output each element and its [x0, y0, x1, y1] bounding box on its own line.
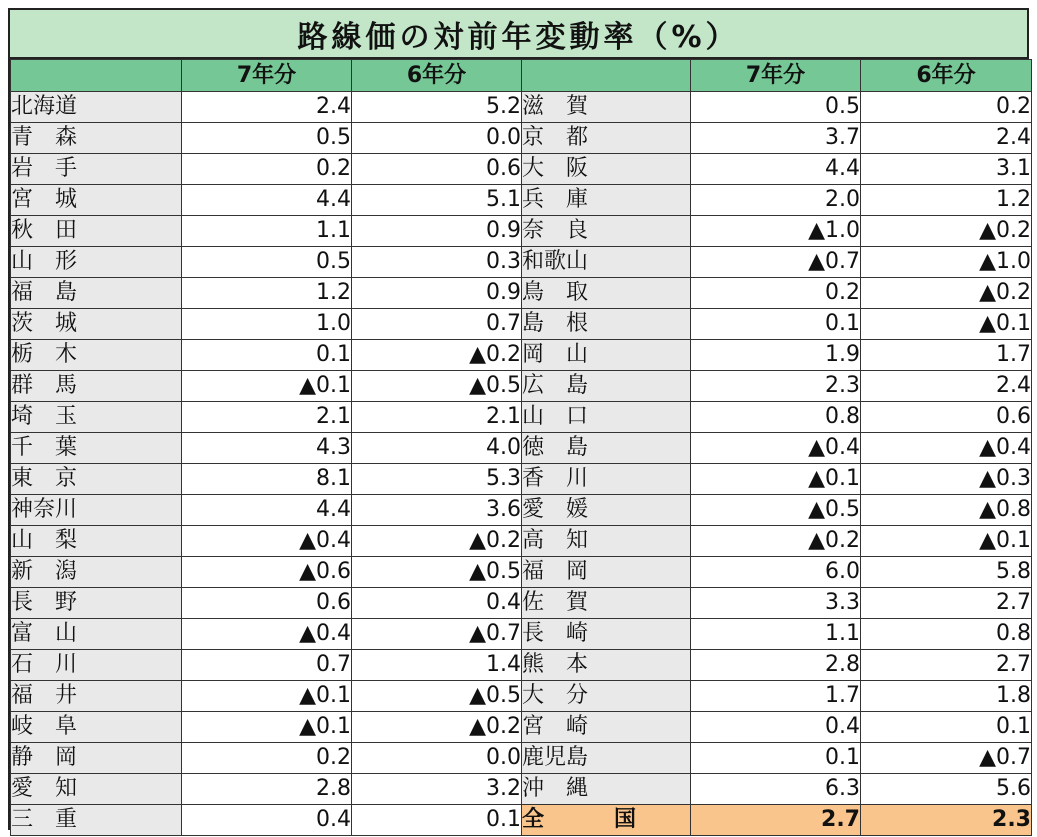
prefecture-name-left: 新 潟 [11, 557, 182, 588]
value-7nen-left: 0.4 [182, 805, 352, 836]
prefecture-name-left: 埼 玉 [11, 402, 182, 433]
value-6nen-left: 0.9 [352, 216, 522, 247]
table-row [11, 402, 1032, 433]
value-6nen-right: 3.1 [861, 154, 1032, 185]
value-7nen-left: 1.2 [182, 278, 352, 309]
value-7nen-left: ▲0.4 [182, 619, 352, 650]
value-6nen-left: 5.3 [352, 464, 522, 495]
prefecture-name-left: 福 島 [11, 278, 182, 309]
value-6nen-left: 3.6 [352, 495, 522, 526]
value-7nen-left: ▲0.1 [182, 681, 352, 712]
value-7nen-right: 0.8 [691, 402, 861, 433]
value-6nen-right: 2.4 [861, 371, 1032, 402]
prefecture-name-right: 大 分 [522, 681, 691, 712]
value-7nen-right: 3.3 [691, 588, 861, 619]
table-title: 路線価の対前年変動率（%） [10, 10, 1027, 59]
value-6nen-left: 5.1 [352, 185, 522, 216]
prefecture-name-left: 岩 手 [11, 154, 182, 185]
table-row [11, 588, 1032, 619]
table-row [11, 712, 1032, 743]
value-6nen-left: ▲0.2 [352, 526, 522, 557]
table-row [11, 340, 1032, 371]
value-6nen-right: 1.8 [861, 681, 1032, 712]
value-6nen-left: 4.0 [352, 433, 522, 464]
value-7nen-left: ▲0.4 [182, 526, 352, 557]
prefecture-name-left: 栃 木 [11, 340, 182, 371]
prefecture-name-left: 青 森 [11, 123, 182, 154]
value-6nen-right: 2.7 [861, 588, 1032, 619]
prefecture-name-left: 三 重 [11, 805, 182, 836]
value-6nen-left: ▲0.2 [352, 712, 522, 743]
value-6nen-right: 2.7 [861, 650, 1032, 681]
prefecture-name-left: 石 川 [11, 650, 182, 681]
table-row [11, 495, 1032, 526]
table-row [11, 774, 1032, 805]
prefecture-name-right: 福 岡 [522, 557, 691, 588]
value-6nen-left: 0.1 [352, 805, 522, 836]
table-row [11, 278, 1032, 309]
prefecture-name-left: 千 葉 [11, 433, 182, 464]
value-7nen-left: 2.1 [182, 402, 352, 433]
value-6nen-left: ▲0.5 [352, 371, 522, 402]
value-6nen-left: 0.4 [352, 588, 522, 619]
table-row [11, 92, 1032, 123]
value-7nen-left: 4.4 [182, 185, 352, 216]
header-blank-left [11, 60, 182, 92]
value-7nen-right: 1.1 [691, 619, 861, 650]
value-6nen-right: ▲0.3 [861, 464, 1032, 495]
value-7nen-left: 1.0 [182, 309, 352, 340]
value-7nen-left: 8.1 [182, 464, 352, 495]
table-row [11, 557, 1032, 588]
value-7nen-right: 2.8 [691, 650, 861, 681]
value-6nen-right: ▲1.0 [861, 247, 1032, 278]
prefecture-name-right: 広 島 [522, 371, 691, 402]
value-6nen-left: 0.0 [352, 123, 522, 154]
prefecture-name-right: 鹿児島 [522, 743, 691, 774]
prefecture-name-left: 東 京 [11, 464, 182, 495]
prefecture-name-right: 高 知 [522, 526, 691, 557]
prefecture-name-right: 熊 本 [522, 650, 691, 681]
value-7nen-right: 0.4 [691, 712, 861, 743]
value-7nen-right: 3.7 [691, 123, 861, 154]
prefecture-name-right: 兵 庫 [522, 185, 691, 216]
table-row [11, 805, 1032, 836]
national-total-label: 全 国 [522, 805, 691, 836]
value-7nen-left: 0.2 [182, 154, 352, 185]
table-row [11, 526, 1032, 557]
value-6nen-left: ▲0.5 [352, 557, 522, 588]
value-7nen-right: 0.5 [691, 92, 861, 123]
value-6nen-right: 0.1 [861, 712, 1032, 743]
prefecture-name-right: 長 崎 [522, 619, 691, 650]
value-7nen-left: 2.8 [182, 774, 352, 805]
value-6nen-right: ▲0.2 [861, 216, 1032, 247]
prefecture-name-left: 山 形 [11, 247, 182, 278]
prefecture-name-left: 山 梨 [11, 526, 182, 557]
prefecture-name-left: 宮 城 [11, 185, 182, 216]
rate-table-frame [8, 8, 1029, 830]
value-6nen-left: ▲0.2 [352, 340, 522, 371]
table-row [11, 433, 1032, 464]
value-6nen-left: 0.0 [352, 743, 522, 774]
prefecture-name-left: 長 野 [11, 588, 182, 619]
prefecture-name-right: 奈 良 [522, 216, 691, 247]
value-7nen-right: 2.0 [691, 185, 861, 216]
prefecture-name-left: 北海道 [11, 92, 182, 123]
prefecture-name-left: 富 山 [11, 619, 182, 650]
value-7nen-left: 0.6 [182, 588, 352, 619]
national-total-7nen: 2.7 [691, 805, 861, 836]
value-6nen-right: ▲0.1 [861, 309, 1032, 340]
value-7nen-left: 0.7 [182, 650, 352, 681]
table-row [11, 681, 1032, 712]
value-7nen-left: ▲0.1 [182, 712, 352, 743]
value-7nen-right: 0.1 [691, 309, 861, 340]
prefecture-name-left: 神奈川 [11, 495, 182, 526]
value-6nen-right: ▲0.8 [861, 495, 1032, 526]
prefecture-name-right: 岡 山 [522, 340, 691, 371]
prefecture-name-right: 京 都 [522, 123, 691, 154]
prefecture-name-left: 茨 城 [11, 309, 182, 340]
table-row [11, 743, 1032, 774]
value-6nen-right: 1.7 [861, 340, 1032, 371]
value-6nen-left: 0.7 [352, 309, 522, 340]
value-7nen-right: 2.3 [691, 371, 861, 402]
national-total-6nen: 2.3 [861, 805, 1032, 836]
value-7nen-left: ▲0.6 [182, 557, 352, 588]
value-7nen-right: ▲0.2 [691, 526, 861, 557]
header-right-6nen: 6年分 [861, 60, 1032, 92]
value-7nen-left: 0.1 [182, 340, 352, 371]
prefecture-name-right: 宮 崎 [522, 712, 691, 743]
value-7nen-right: ▲1.0 [691, 216, 861, 247]
table-row [11, 309, 1032, 340]
value-6nen-right: 0.6 [861, 402, 1032, 433]
prefecture-name-right: 山 口 [522, 402, 691, 433]
value-6nen-right: ▲0.1 [861, 526, 1032, 557]
value-7nen-right: 4.4 [691, 154, 861, 185]
prefecture-name-right: 大 阪 [522, 154, 691, 185]
value-6nen-right: ▲0.2 [861, 278, 1032, 309]
value-6nen-right: ▲0.4 [861, 433, 1032, 464]
value-6nen-left: 2.1 [352, 402, 522, 433]
table-row [11, 650, 1032, 681]
table-row [11, 247, 1032, 278]
header-right-7nen: 7年分 [691, 60, 861, 92]
value-7nen-left: 2.4 [182, 92, 352, 123]
prefecture-name-left: 福 井 [11, 681, 182, 712]
value-7nen-left: 4.3 [182, 433, 352, 464]
value-7nen-right: ▲0.5 [691, 495, 861, 526]
value-7nen-left: 0.2 [182, 743, 352, 774]
value-6nen-left: ▲0.5 [352, 681, 522, 712]
value-6nen-right: ▲0.7 [861, 743, 1032, 774]
value-7nen-right: ▲0.1 [691, 464, 861, 495]
prefecture-name-right: 沖 縄 [522, 774, 691, 805]
value-6nen-right: 2.4 [861, 123, 1032, 154]
rate-table [10, 59, 1032, 836]
value-6nen-right: 1.2 [861, 185, 1032, 216]
prefecture-name-right: 佐 賀 [522, 588, 691, 619]
value-7nen-right: 1.9 [691, 340, 861, 371]
table-row [11, 371, 1032, 402]
value-6nen-left: 5.2 [352, 92, 522, 123]
value-7nen-right: 6.0 [691, 557, 861, 588]
table-row [11, 154, 1032, 185]
table-row [11, 619, 1032, 650]
header-left-6nen: 6年分 [352, 60, 522, 92]
prefecture-name-left: 秋 田 [11, 216, 182, 247]
value-6nen-left: 0.9 [352, 278, 522, 309]
value-6nen-left: 3.2 [352, 774, 522, 805]
value-6nen-right: 5.6 [861, 774, 1032, 805]
value-7nen-left: ▲0.1 [182, 371, 352, 402]
table-body [11, 92, 1032, 836]
header-blank-right [522, 60, 691, 92]
header-row [11, 60, 1032, 92]
table-row [11, 123, 1032, 154]
value-7nen-right: ▲0.7 [691, 247, 861, 278]
prefecture-name-right: 愛 媛 [522, 495, 691, 526]
value-6nen-left: ▲0.7 [352, 619, 522, 650]
value-6nen-left: 1.4 [352, 650, 522, 681]
table-row [11, 185, 1032, 216]
prefecture-name-left: 群 馬 [11, 371, 182, 402]
value-7nen-left: 1.1 [182, 216, 352, 247]
prefecture-name-right: 和歌山 [522, 247, 691, 278]
prefecture-name-right: 徳 島 [522, 433, 691, 464]
value-7nen-right: 0.1 [691, 743, 861, 774]
value-7nen-right: ▲0.4 [691, 433, 861, 464]
value-6nen-left: 0.3 [352, 247, 522, 278]
value-7nen-left: 4.4 [182, 495, 352, 526]
prefecture-name-right: 島 根 [522, 309, 691, 340]
value-7nen-left: 0.5 [182, 247, 352, 278]
prefecture-name-left: 愛 知 [11, 774, 182, 805]
prefecture-name-right: 滋 賀 [522, 92, 691, 123]
prefecture-name-left: 静 岡 [11, 743, 182, 774]
value-6nen-right: 0.8 [861, 619, 1032, 650]
prefecture-name-right: 鳥 取 [522, 278, 691, 309]
prefecture-name-left: 岐 阜 [11, 712, 182, 743]
value-7nen-left: 0.5 [182, 123, 352, 154]
value-6nen-right: 5.8 [861, 557, 1032, 588]
header-left-7nen: 7年分 [182, 60, 352, 92]
value-7nen-right: 6.3 [691, 774, 861, 805]
table-row [11, 464, 1032, 495]
value-7nen-right: 1.7 [691, 681, 861, 712]
value-7nen-right: 0.2 [691, 278, 861, 309]
table-row [11, 216, 1032, 247]
value-6nen-left: 0.6 [352, 154, 522, 185]
value-6nen-right: 0.2 [861, 92, 1032, 123]
prefecture-name-right: 香 川 [522, 464, 691, 495]
